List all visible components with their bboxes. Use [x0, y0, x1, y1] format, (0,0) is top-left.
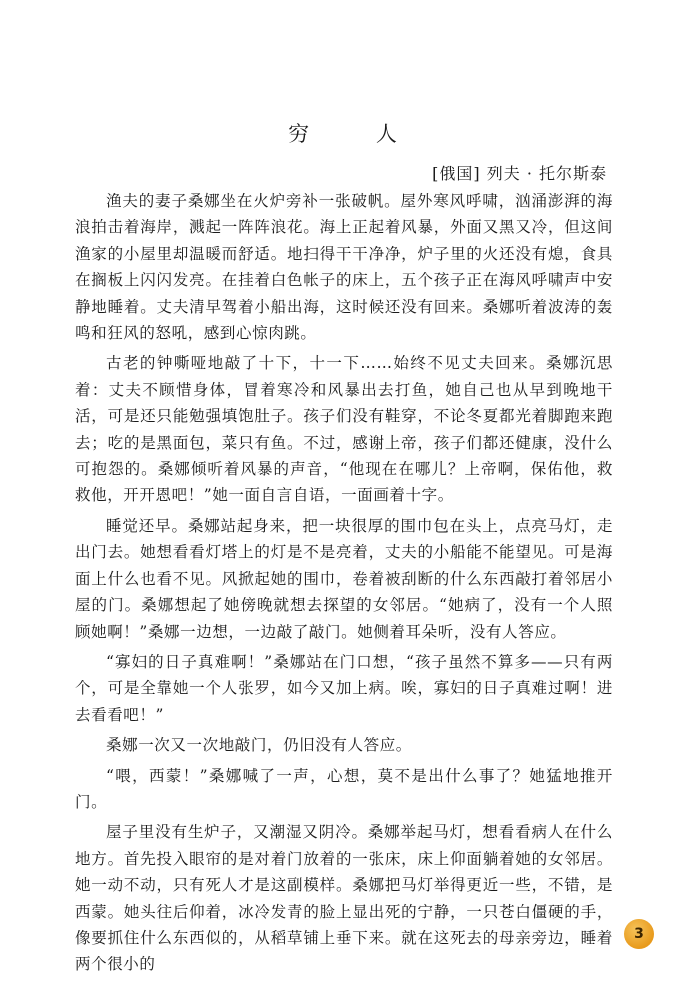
page-title: 穷 人: [288, 122, 427, 146]
paragraph: “寡妇的日子真难啊！”桑娜站在门口想，“孩子虽然不算多——只有两个，可是全靠她一个人张罗，如今又加上病。唉，寡妇的日子真难过啊！进去看看吧！”: [75, 652, 613, 724]
paragraph: 古老的钟嘶哑地敲了十下，十一下……始终不见丈夫回来。桑娜沉思着：丈夫不顾惜身体，冒着寒冷和风暴出去打鱼，她自己也从早到晚地干活，可是还只能勉强填饱肚子。孩子们没有鞋穿，不论冬夏都光着脚跑来跑去；吃的是黑面包，菜只有鱼。不过，感谢上帝，孩子们都还健康，没什么可抱怨的。桑娜倾听着风暴的声音，“他现在在哪儿？上帝啊，保佑他，救救他，开开恩吧！”她一面自言自语，一面画着十字。: [75, 354, 613, 505]
paragraph: 渔夫的妻子桑娜坐在火炉旁补一张破帆。屋外寒风呼啸，汹涌澎湃的海浪拍击着海岸，溅起一阵阵浪花。海上正起着风暴，外面又黑又冷，但这间渔家的小屋里却温暖而舒适。地扫得干干净净，炉子里的火还没有熄，食具在搁板上闪闪发亮。在挂着白色帐子的床上，五个孩子正在海风呼啸声中安静地睡着。丈夫清早驾着小船出海，这时候还没有回来。桑娜听着波涛的轰鸣和狂风的怒吼，感到心惊肉跳。: [75, 192, 613, 343]
paragraph: 桑娜一次又一次地敲门，仍旧没有人答应。: [106, 736, 412, 755]
article-body: [75, 188, 613, 982]
paragraph: “喂，西蒙！”桑娜喊了一声，心想，莫不是出什么事了？她猛地推开门。: [75, 766, 613, 811]
page-number-badge: 3: [624, 919, 654, 949]
author-byline: [俄国] 列夫 · 托尔斯泰: [432, 164, 607, 183]
paragraph: 睡觉还早。桑娜站起身来，把一块很厚的围巾包在头上，点亮马灯，走出门去。她想看看灯塔上的灯是不是亮着，丈夫的小船能不能望见。可是海面上什么也看不见。风掀起她的围巾，卷着被刮断的什么东西敲打着邻居小屋的门。桑娜想起了她傍晚就想去探望的女邻居。“她病了，没有一个人照顾她啊！”桑娜一边想，一边敲了敲门。她侧着耳朵听，没有人答应。: [75, 516, 613, 641]
paragraph: 屋子里没有生炉子，又潮湿又阴冷。桑娜举起马灯，想看看病人在什么地方。首先投入眼帘的是对着门放着的一张床，床上仰面躺着她的女邻居。她一动不动，只有死人才是这副模样。桑娜把马灯举得更近一些，不错，是西蒙。她头往后仰着，冰冷发青的脸上显出死的宁静，一只苍白僵硬的手，像要抓住什么东西似的，从稻草铺上垂下来。就在这死去的母亲旁边，睡着两个很小的: [75, 823, 613, 974]
